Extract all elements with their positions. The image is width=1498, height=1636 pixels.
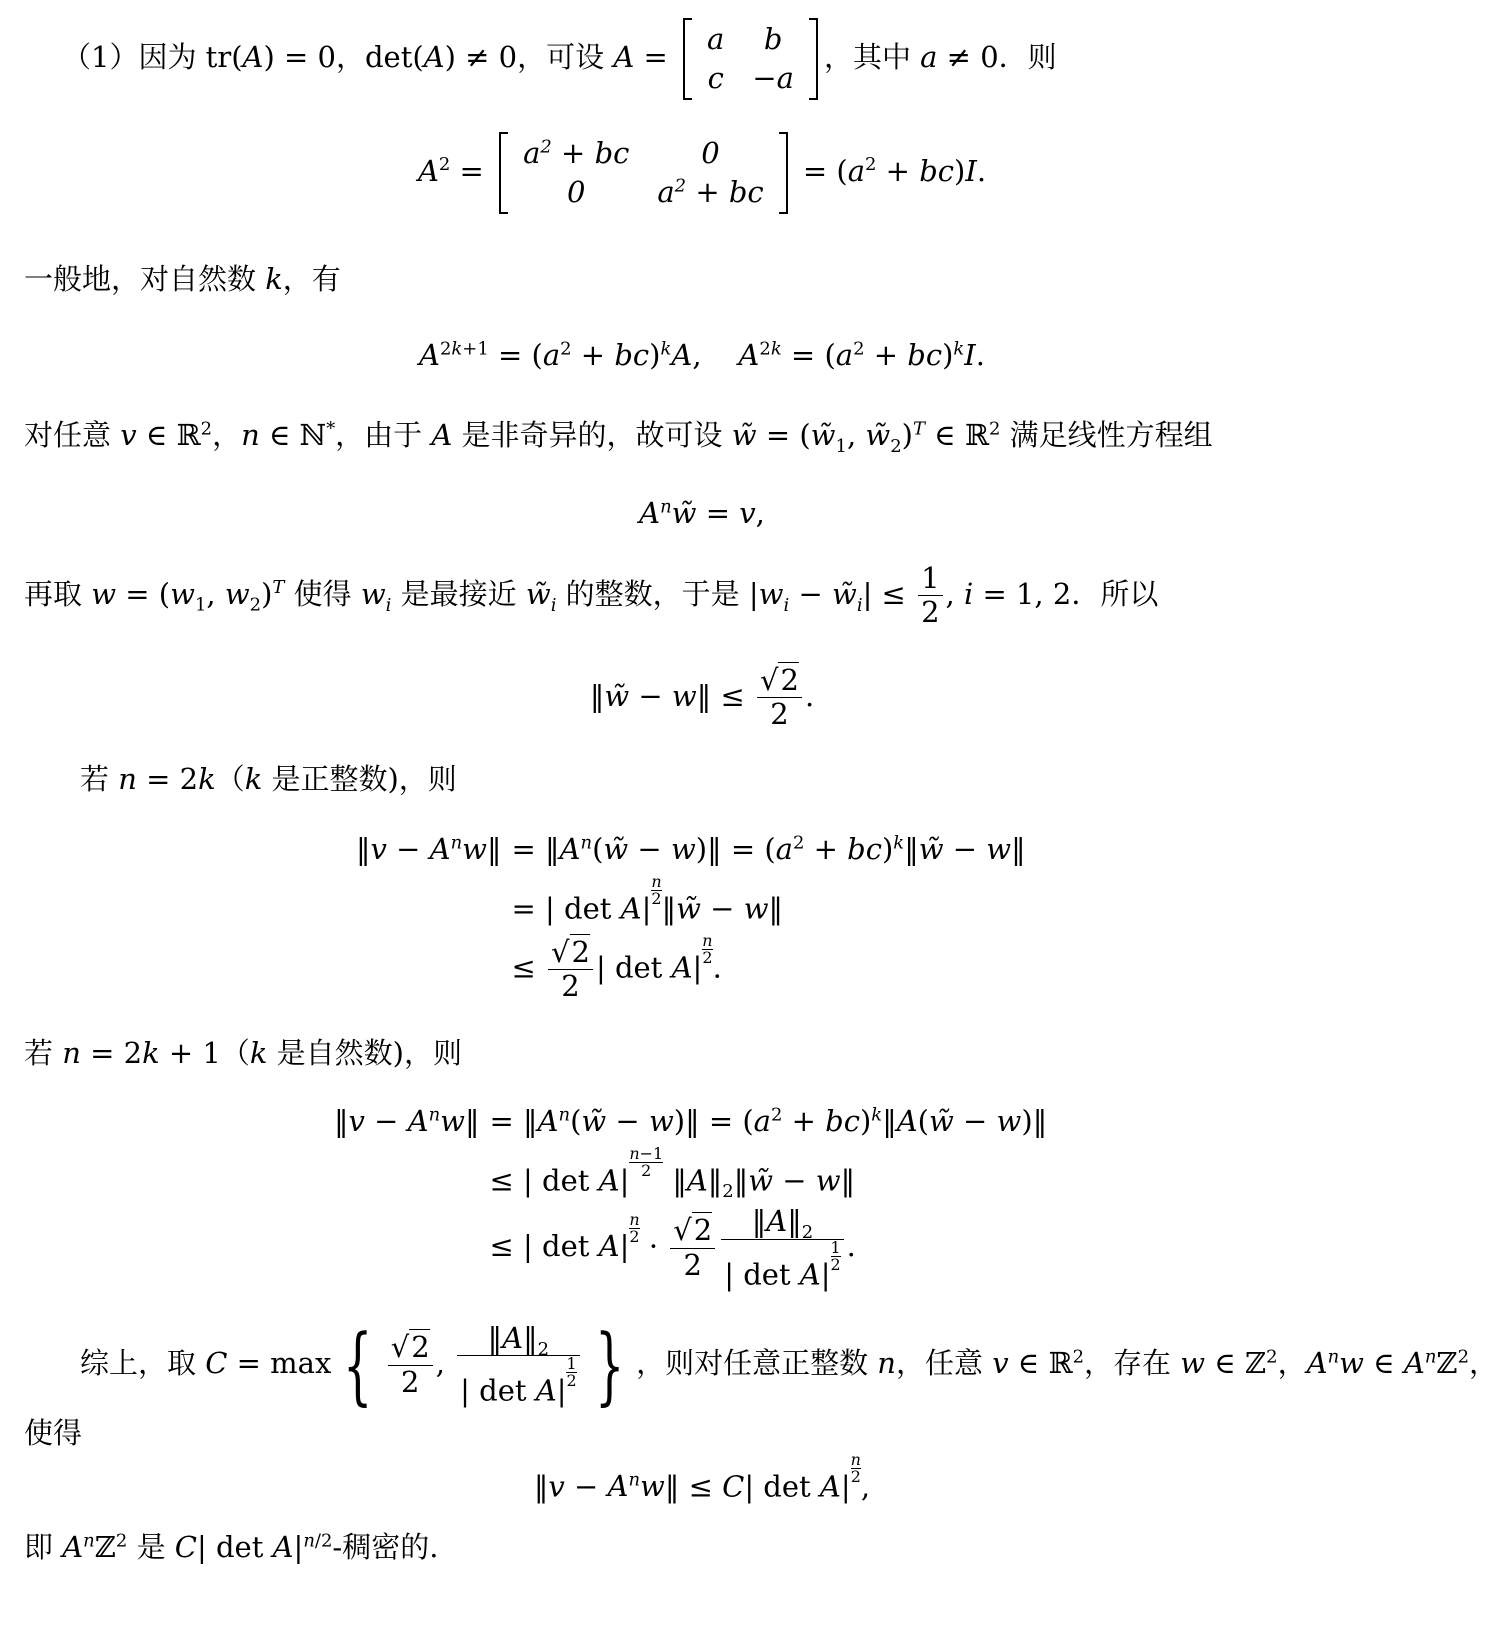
matrix-A-squared: $a^2$ + bc 0 0 $a^2$ + bc: [499, 132, 788, 214]
equation-linear-system: $A^nw̃ = v$,: [639, 496, 765, 530]
text-part: ．则: [998, 39, 1057, 74]
text-part: 使得: [284, 576, 361, 611]
paragraph-8: [24, 1416, 82, 1451]
text-part: （: [220, 1036, 250, 1070]
text-part: 是正整数)，则: [262, 762, 457, 796]
text-part: 即: [24, 1530, 63, 1564]
paragraph-1: （1）因为 tr(A) = 0，det(A) ≠ 0，可设 A = a b c −a ，其中 a ≠ 0．则: [62, 18, 1057, 100]
text-part: 一般地，对自然数: [24, 262, 266, 296]
text-part: 再取: [24, 576, 92, 611]
equation-powers: $A^{2k+1} = (a^2 + bc)^kA$, $A^{2k} = (a^2 + bc)^kI$.: [419, 338, 985, 372]
equation-odd-case: ‖v − $A^nw‖$ = $‖A^n(w̃$ − w)‖ = ($a^2$ + bc)$^k$‖A(w̃ − w)‖ ≤ | det A| $\frac{n-1}{2}$ $‖A‖_2‖w̃$ − w‖ ≤ | det A| $\frac{n}{2}$ · $\frac{√2}{2}$ $‖A‖_2$ | det A| $\frac{1}{2}$ .: [334, 1104, 1048, 1291]
text-part: 综上，取: [80, 1346, 206, 1380]
text-part: 使得: [24, 1416, 83, 1450]
text-part: 若: [24, 1036, 63, 1070]
text-part: （: [215, 762, 245, 796]
equation-A-squared: $A^2$ = $a^2$ + bc 0 0 $a^2$ + bc = $(a^2 + bc)I$.: [0, 132, 1404, 214]
paragraph-4: 再取 $w = (w_1$, $w_2)^T$ 使得 $w_i$ 是最接近 $w̃_i$ 的整数，于是 $|w_i$ − $w̃_i|$ ≤ $\frac{1}{2}$ , i = 1, 2．所以: [24, 561, 1159, 630]
text-part: 的整数，于是: [556, 576, 749, 611]
text-part: ，存在: [1084, 1346, 1181, 1380]
text-part: ，: [1469, 1346, 1498, 1380]
text-part: ．所以: [1071, 576, 1159, 611]
equation-even-case: ‖v − $A^nw‖$ = $‖A^n(w̃$ − w)‖ = ($a^2$ + bc)$^k$‖w̃ − w‖ = | det A| $\frac{n}{2}$ ‖w̃ − w‖ ≤ $\frac{√2}{2}$ | det A| $\frac{n}{2}$ .: [356, 832, 1026, 1004]
text-part: ，则对任意正整数: [636, 1346, 878, 1380]
equation-norm-bound: ‖w̃ − w‖ ≤ $\frac{√2}{2}$ .: [589, 663, 815, 732]
matrix-A: a b c −a: [683, 18, 818, 100]
text-part: -稠密的.: [332, 1530, 439, 1564]
paragraph-9: 即 $A^nℤ^2$ 是 C| $\det A|^{n/2}-$稠密的.: [24, 1530, 439, 1564]
text-part: 是非奇异的，故可设: [452, 418, 732, 452]
text-part: ，任意: [895, 1346, 993, 1380]
paragraph-7: 综上，取 C = max { $\frac{√2}{2}$ , $‖A‖_2$ | det A| $\frac{1}{2}$ } ，则对任意正整数 n，任意 v ∈ ℝ$^2$，存在 w ∈ ℤ$^2$，$A^nw$ ∈ $A^nℤ^2$，: [80, 1316, 1498, 1414]
text-part: ，其中: [823, 39, 921, 74]
text-part: （1）因为: [62, 39, 206, 74]
text-part: 对任意: [24, 418, 121, 452]
equation-final: ‖v − $A^nw‖ \le C|$ det A| $\frac{n}{2}$ ,: [533, 1450, 871, 1504]
paragraph-2: 一般地，对自然数 k，有: [24, 262, 341, 296]
paragraph-5: 若 n = 2k（k 是正整数)，则: [80, 762, 457, 796]
text-part: 若: [80, 762, 119, 796]
paragraph-6: 若 n = 2k + 1（k 是自然数)，则: [24, 1036, 462, 1070]
text-part: 是: [127, 1530, 175, 1564]
text-part: 是最接近: [391, 576, 526, 611]
text-part: 是自然数)，则: [267, 1036, 462, 1070]
paragraph-3: 对任意 v ∈ ℝ$^2$，n ∈ ℕ*，由于 A 是非奇异的，故可设 w̃ = ($w̃_1$, $w̃_2)^T$ ∈ ℝ$^2$ 满足线性方程组: [24, 418, 1213, 457]
text-part: ，由于: [335, 418, 432, 452]
text-part: ，: [1277, 1346, 1307, 1380]
text-part: ，有: [282, 262, 341, 296]
text-part: 满足线性方程组: [1000, 418, 1213, 452]
text-part: ，可设: [517, 39, 614, 74]
